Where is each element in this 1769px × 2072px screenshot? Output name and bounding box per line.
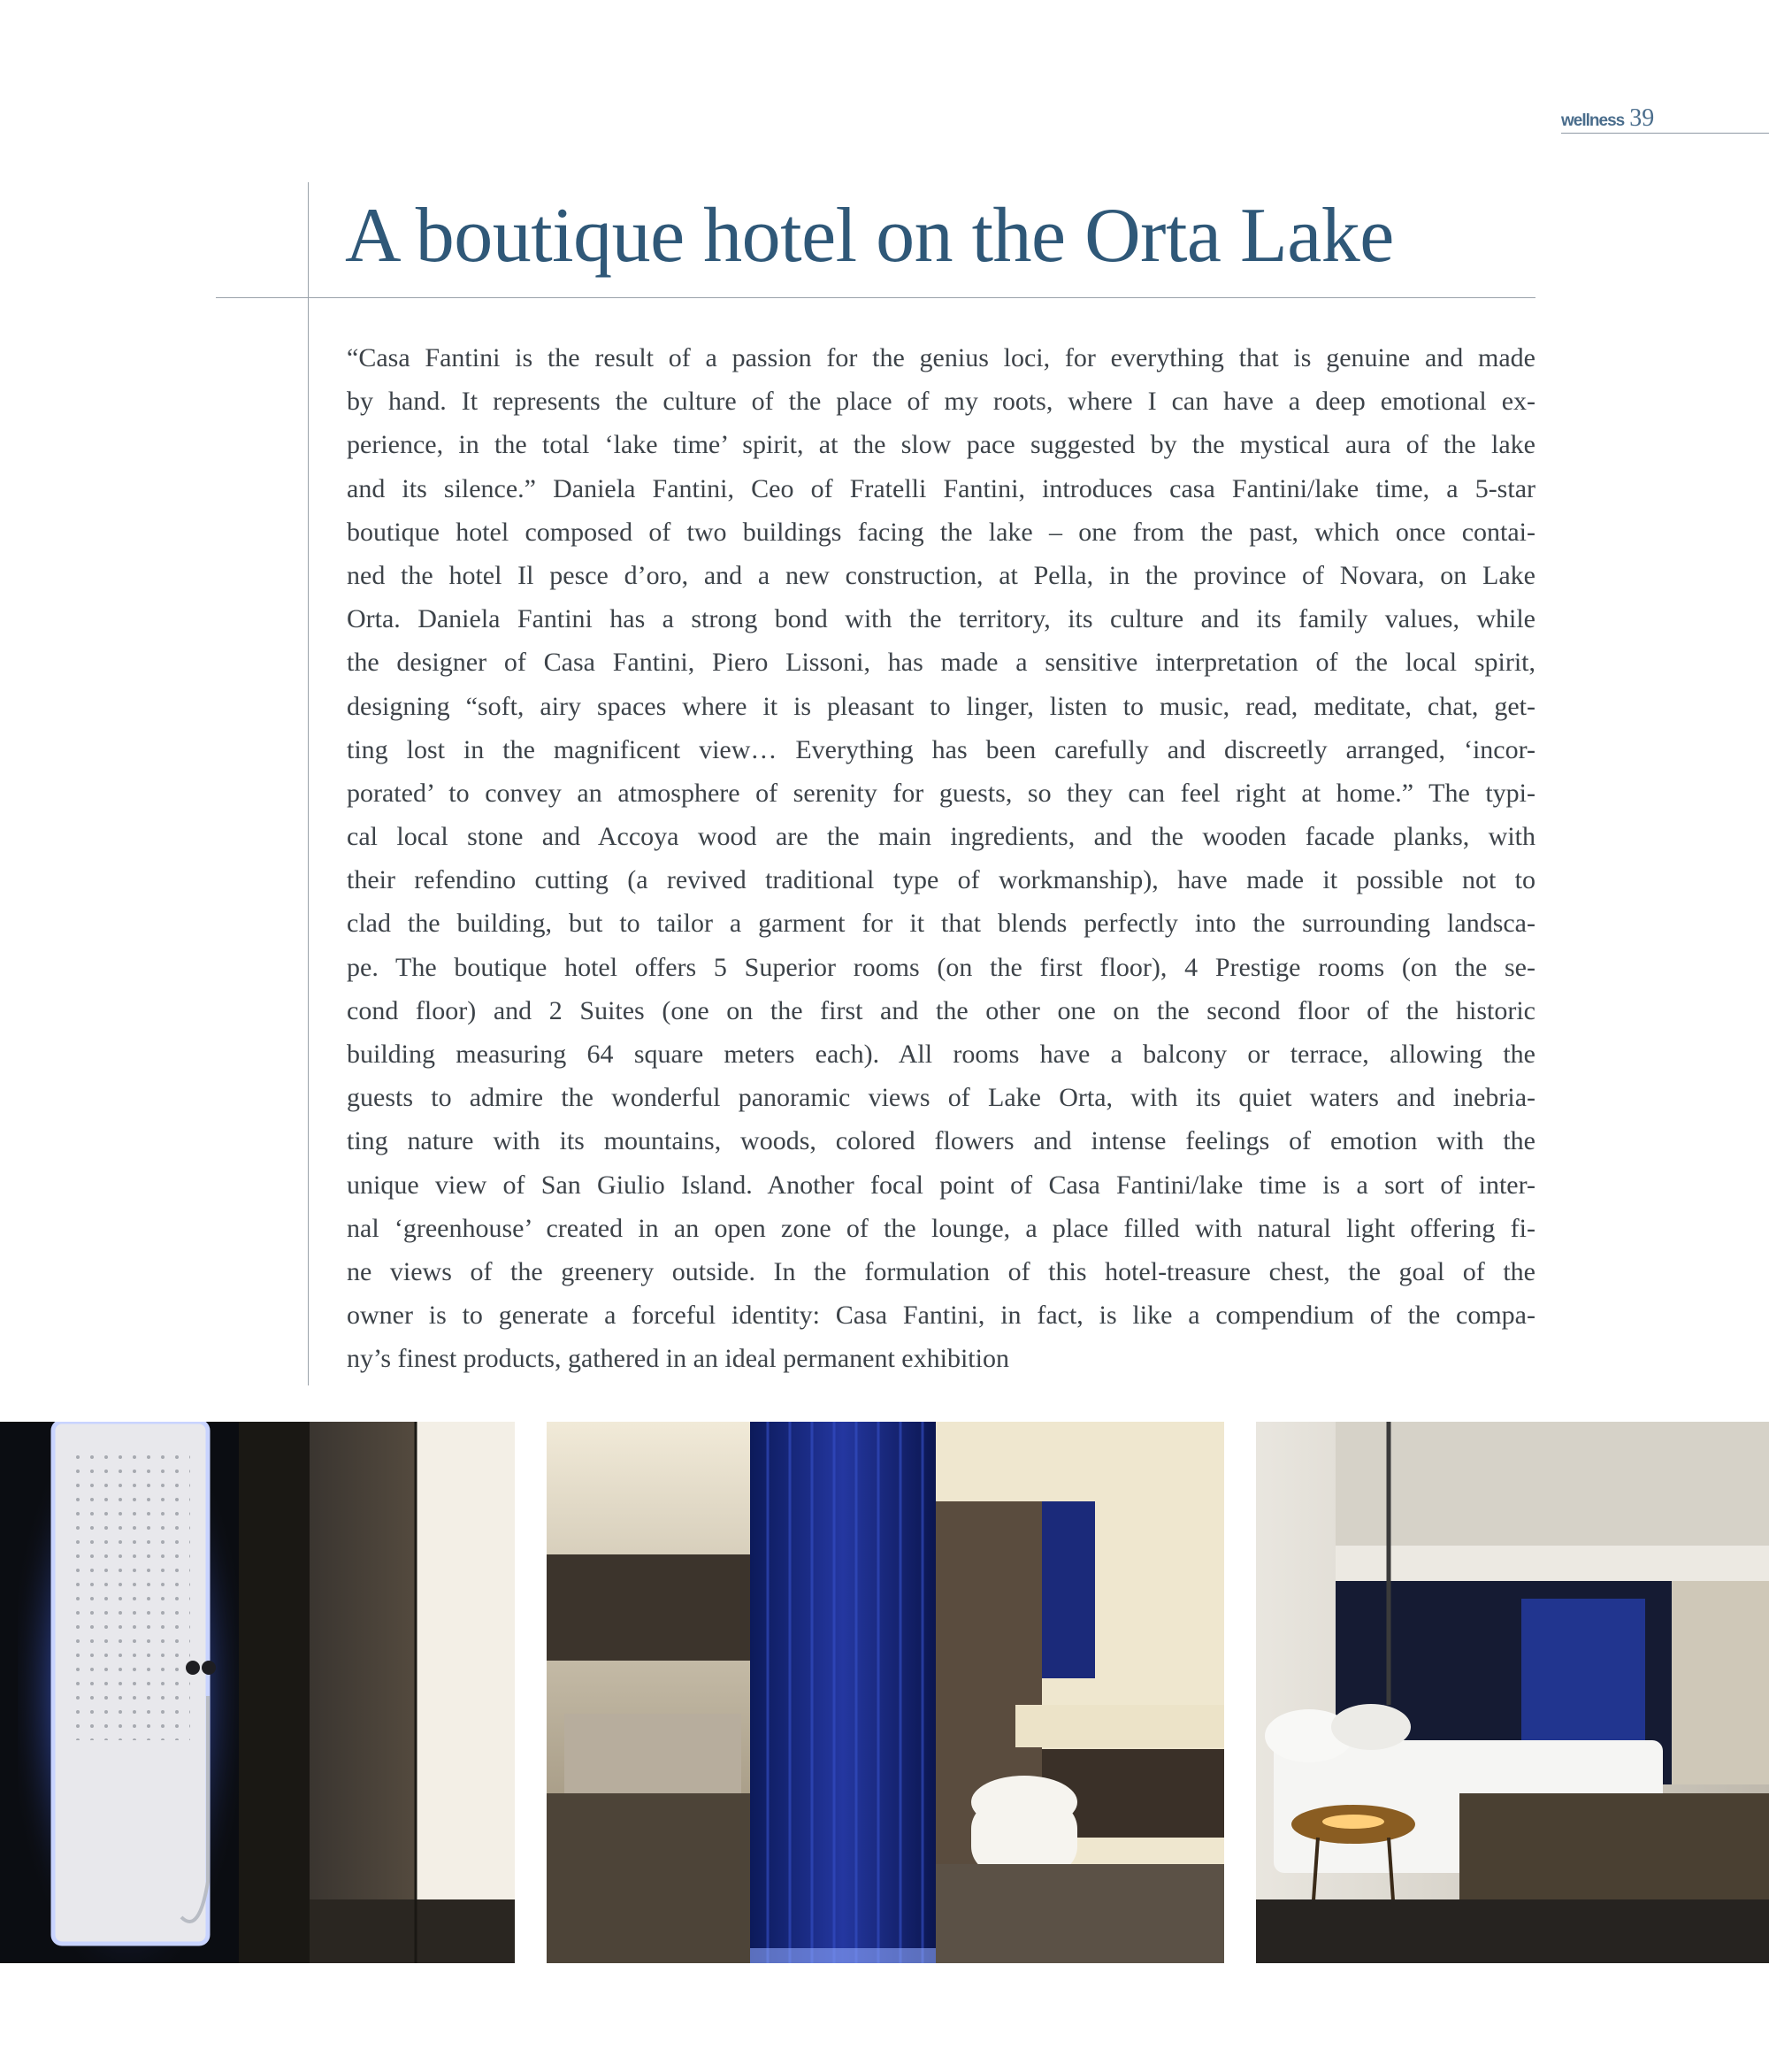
- body-line: nal ‘greenhouse’ created in an open zone of the lounge, a place filled with natural light offering fi-: [347, 1213, 1535, 1243]
- body-line: porated’ to convey an atmosphere of serenity for guests, so they can feel right at home.” The typi-: [347, 778, 1535, 808]
- header-rule: [1561, 133, 1769, 134]
- article-title: A boutique hotel on the Orta Lake: [345, 193, 1394, 279]
- body-line: building measuring 64 square meters each). All rooms have a balcony or terrace, allowing the: [347, 1040, 1535, 1069]
- body-line: the designer of Casa Fantini, Piero Lissoni, has made a sensitive interpretation of the local spirit,: [347, 648, 1535, 678]
- photo-suite-bathtub: [547, 1422, 1224, 1963]
- body-line: ny’s finest products, gathered in an ideal permanent exhibition: [347, 1344, 1009, 1374]
- body-line: ting lost in the magnificent view… Everything has been carefully and discreetly arranged, ‘incor-: [347, 734, 1535, 764]
- body-line: pe. The boutique hotel offers 5 Superior rooms (on the first floor), 4 Prestige rooms (on the se-: [347, 952, 1535, 982]
- photo-shower-panel: [0, 1422, 515, 1963]
- body-line: cond floor) and 2 Suites (one on the first and the other one on the second floor of the historic: [347, 995, 1535, 1025]
- title-rule: [216, 297, 1535, 298]
- body-line: clad the building, but to tailor a garment for it that blends perfectly into the surrounding landsca-: [347, 909, 1535, 939]
- vertical-rule: [308, 182, 309, 1385]
- body-line: cal local stone and Accoya wood are the main ingredients, and the wooden facade planks, with: [347, 822, 1535, 852]
- running-header: [1561, 104, 1654, 133]
- body-line: ting nature with its mountains, woods, colored flowers and intense feelings of emotion with the: [347, 1126, 1535, 1156]
- page-number: 39: [1629, 104, 1655, 132]
- body-line: ned the hotel Il pesce d’oro, and a new construction, at Pella, in the province of Novara, on Lake: [347, 560, 1535, 590]
- body-line: ne views of the greenery outside. In the formulation of this hotel-treasure chest, the goal of the: [347, 1256, 1535, 1286]
- body-line: unique view of San Giulio Island. Another focal point of Casa Fantini/lake time is a sort of inter-: [347, 1170, 1535, 1200]
- photo-bedroom: [1256, 1422, 1769, 1963]
- article-body: [347, 336, 1535, 1381]
- body-line: perience, in the total ‘lake time’ spirit, at the slow pace suggested by the mystical aura of the lake: [347, 430, 1535, 460]
- section-name: wellness: [1561, 111, 1625, 130]
- body-line: owner is to generate a forceful identity: Casa Fantini, in fact, is like a compendium of the compa-: [347, 1301, 1535, 1331]
- body-line: guests to admire the wonderful panoramic views of Lake Orta, with its quiet waters and inebria-: [347, 1083, 1535, 1113]
- body-line: Orta. Daniela Fantini has a strong bond with the territory, its culture and its family values, while: [347, 604, 1535, 634]
- body-line: their refendino cutting (a revived traditional type of workmanship), have made it possible not to: [347, 865, 1535, 895]
- body-line: “Casa Fantini is the result of a passion for the genius loci, for everything that is genuine and made: [347, 343, 1535, 372]
- body-line: designing “soft, airy spaces where it is pleasant to linger, listen to music, read, meditate, chat, get-: [347, 691, 1535, 721]
- body-line: and its silence.” Daniela Fantini, Ceo of Fratelli Fantini, introduces casa Fantini/lake time, a 5-star: [347, 473, 1535, 503]
- body-line: boutique hotel composed of two buildings facing the lake – one from the past, which once contai-: [347, 517, 1535, 547]
- body-line: by hand. It represents the culture of the place of my roots, where I can have a deep emotional ex-: [347, 387, 1535, 417]
